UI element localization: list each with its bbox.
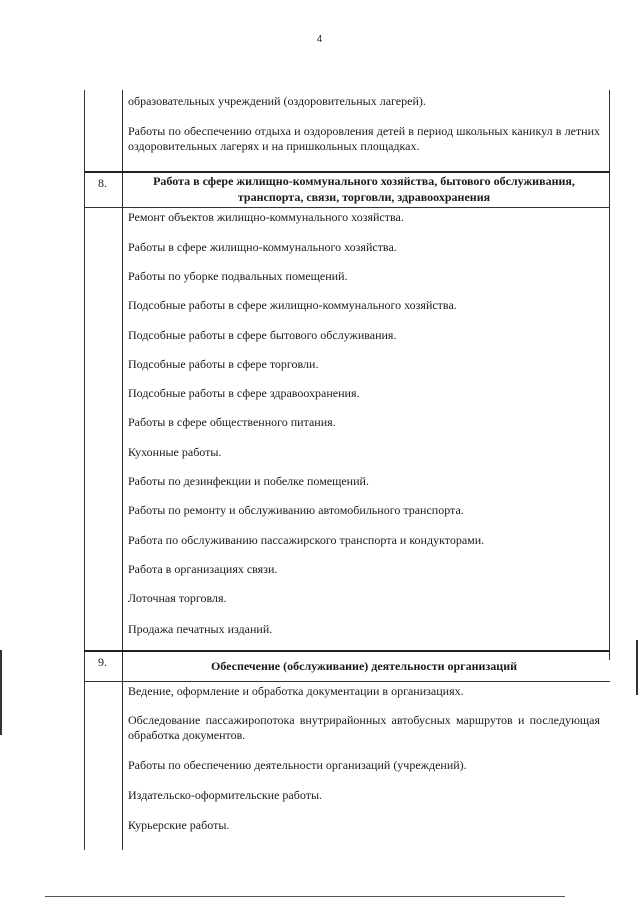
list-item: Работы по обеспечению отдыха и оздоровления детей в период школьных каникул в летних оздоровительных лагерях и на пришкольных площадках. [128,124,600,153]
row-divider [84,650,610,652]
section-heading: Обеспечение (обслуживание) деятельности организаций [210,659,518,673]
list-item: образовательных учреждений (оздоровительных лагерей). [128,94,426,108]
table-column-divider [122,90,123,850]
table-border-left [84,90,85,850]
list-item: Издательско-оформительские работы. [128,788,323,802]
list-item: Лоточная торговля. [128,591,227,605]
list-item: Работы по обеспечению деятельности организаций (учреждений). [128,758,467,772]
section-number: 9. [98,655,107,669]
list-item: Работы по уборке подвальных помещений. [128,269,348,283]
page-number: 4 [316,34,323,45]
list-item: Подсобные работы в сфере здравоохранения. [128,386,360,400]
scan-edge-mark [0,650,2,735]
list-item: Подсобные работы в сфере жилищно-коммунального хозяйства. [128,298,457,312]
row-divider [84,207,610,208]
list-item: Продажа печатных изданий. [128,622,273,636]
table-border-right [609,90,610,660]
list-item: Курьерские работы. [128,818,230,832]
list-item: Подсобные работы в сфере бытового обслуживания. [128,328,397,342]
list-item: Работы по ремонту и обслуживанию автомобильного транспорта. [128,503,464,517]
list-item: Кухонные работы. [128,445,222,459]
list-item: Работы по дезинфекции и побелке помещений. [128,474,369,488]
list-item: Ремонт объектов жилищно-коммунального хозяйства. [128,210,404,224]
list-item: Работы в сфере общественного питания. [128,415,336,429]
scan-bottom-mark [45,896,565,897]
section-number: 8. [98,176,107,190]
list-item: Работа по обслуживанию пассажирского транспорта и кондукторами. [128,533,485,547]
list-item: Обследование пассажиропотока внутрирайонных автобусных маршрутов и последующая обработка документов. [128,713,600,742]
scan-edge-mark [636,640,638,695]
list-item: Работа в организациях связи. [128,562,278,576]
list-item: Подсобные работы в сфере торговли. [128,357,319,371]
row-divider [84,681,610,682]
list-item: Работы в сфере жилищно-коммунального хозяйства. [128,240,397,254]
section-heading: Работа в сфере жилищно-коммунального хозяйства, бытового обслуживания, транспорта, связи, торговли, здравоохранения [153,174,575,204]
list-item: Ведение, оформление и обработка документации в организациях. [128,684,464,698]
